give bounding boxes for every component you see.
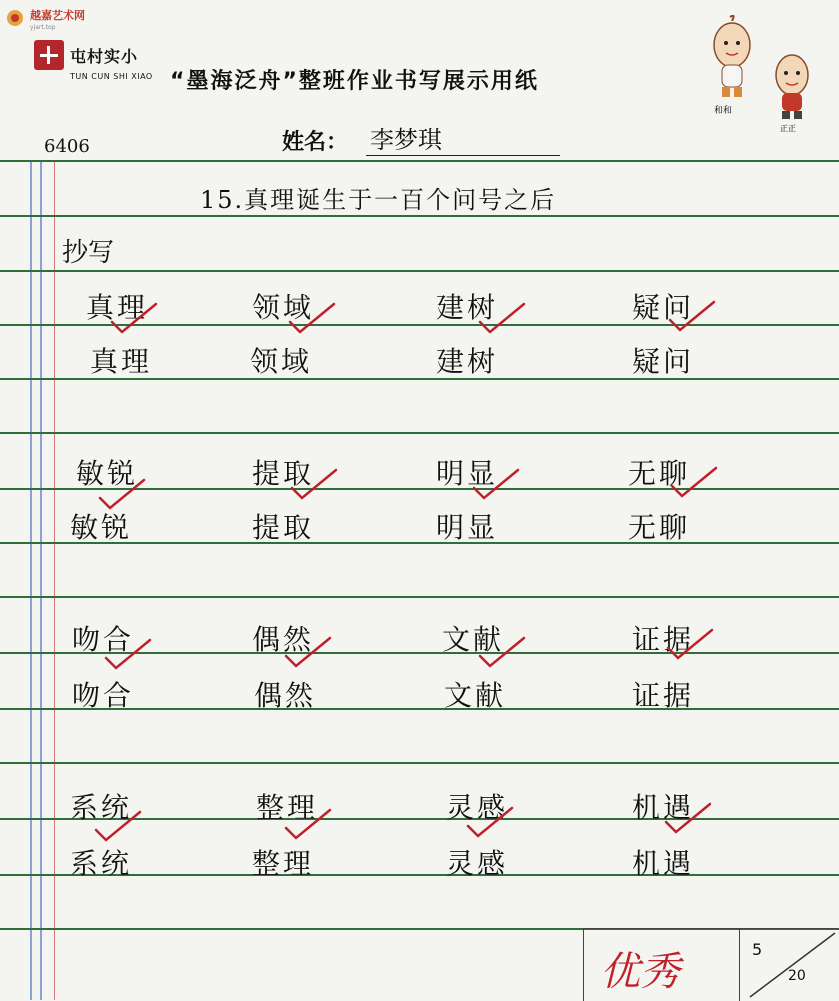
word-copy: 整理 (252, 847, 315, 880)
word-source: 疑问 (632, 291, 695, 324)
word-source: 整理 (256, 791, 319, 824)
word-source: 建树 (436, 291, 499, 324)
word-copy: 建树 (436, 345, 499, 378)
watermark (4, 4, 85, 31)
section-label: 抄写 (62, 238, 115, 268)
school-name-en: TUN CUN SHI XIAO (70, 72, 153, 81)
word-copy: 证据 (632, 679, 695, 712)
word-source: 证据 (632, 623, 695, 656)
word-source: 提取 (252, 457, 315, 490)
word-copy: 吻合 (72, 679, 135, 712)
ruled-line (0, 270, 839, 272)
ruled-line (0, 596, 839, 598)
watermark-logo-icon (4, 8, 26, 28)
word-copy: 敏锐 (70, 511, 133, 544)
mascot-left-icon (714, 16, 750, 97)
word-source: 领域 (252, 291, 315, 324)
word-copy: 疑问 (632, 345, 695, 378)
word-source: 真理 (86, 291, 149, 324)
word-source: 文献 (442, 623, 505, 656)
score-bottom: 20 (788, 968, 806, 984)
word-copy: 偶然 (254, 679, 317, 712)
sheet-title: “墨海泛舟”整班作业书写展示用纸 (170, 69, 539, 94)
score-top: 5 (752, 940, 763, 959)
word-source: 无聊 (628, 457, 691, 490)
name-value: 李梦琪 (366, 120, 560, 156)
word-source: 机遇 (632, 791, 695, 824)
word-copy: 系统 (70, 847, 133, 880)
class-number: 6406 (44, 136, 90, 157)
word-copy: 明显 (436, 511, 499, 544)
school-name-cn: 屯村实小 (70, 46, 139, 66)
svg-text:正正: 正正 (780, 124, 796, 133)
mascot-right-icon (776, 55, 808, 119)
word-source: 偶然 (252, 623, 315, 656)
ruled-line (0, 762, 839, 764)
word-source: 吻合 (72, 623, 135, 656)
lesson-title: 15.真理诞生于一百个问号之后 (200, 186, 557, 214)
mascots-illustration (700, 15, 830, 135)
word-source: 系统 (70, 791, 133, 824)
word-copy: 文献 (444, 679, 507, 712)
word-copy: 领域 (250, 345, 313, 378)
watermark-text: 越嘉艺术网 (30, 9, 85, 22)
name-row (282, 120, 560, 156)
school-emblem-icon (34, 40, 64, 70)
word-copy: 机遇 (632, 847, 695, 880)
word-source: 灵感 (446, 791, 509, 824)
ruled-line (0, 432, 839, 434)
score-box (739, 928, 839, 1001)
ruled-line (0, 160, 839, 162)
school-logo (34, 40, 153, 81)
word-copy: 灵感 (446, 847, 509, 880)
word-copy: 提取 (252, 511, 315, 544)
watermark-url: yjart.top (30, 24, 56, 31)
ruled-line (0, 215, 839, 217)
name-label: 姓名： (282, 130, 349, 155)
word-copy: 真理 (90, 345, 153, 378)
svg-text:和和: 和和 (714, 106, 733, 116)
word-source: 明显 (436, 457, 499, 490)
grade-comment: 优秀 (600, 949, 680, 995)
word-copy: 无聊 (628, 511, 691, 544)
word-source: 敏锐 (76, 457, 139, 490)
